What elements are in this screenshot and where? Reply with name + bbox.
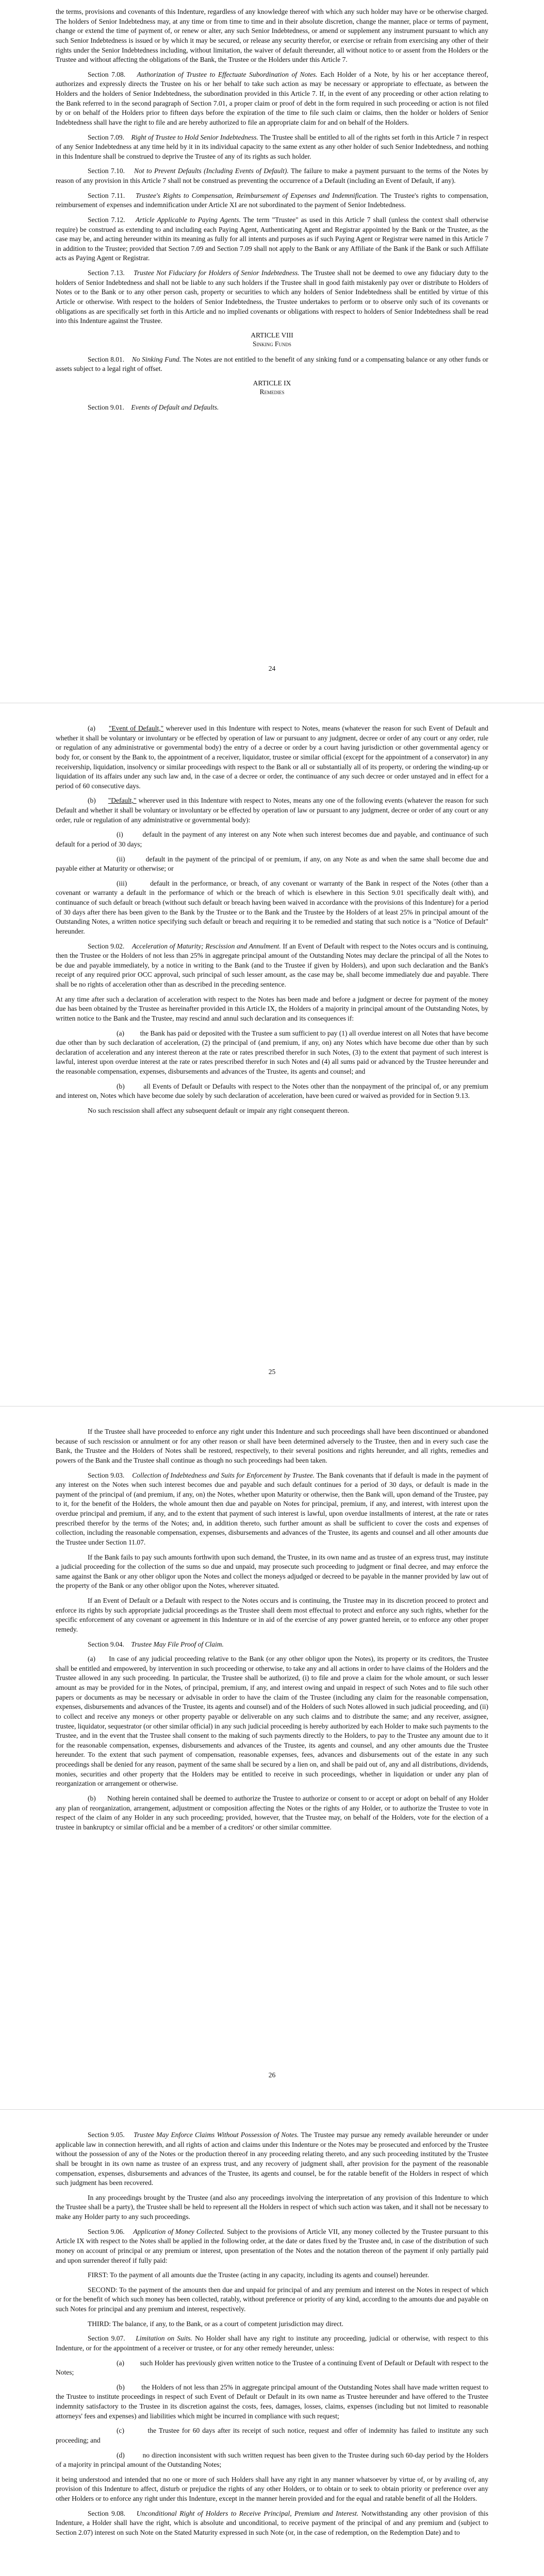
section-paragraph — [56, 191, 488, 210]
paragraph-text: it being understood and intended that no one or more of such Holders shall have any right in any manner whatsoever by virtue of, or by availing of, any provision of this Indenture to affect, disturb or prejudice the rights of any other Holders, or to obtain or to seek to obtain priority or preference over any other Holders or to enforce any right under this Indenture, except in the manner herein provided and for the equal and ratable benefit of all the Holders. — [56, 2475, 488, 2502]
clause-number: (b) — [88, 1794, 96, 1802]
section-number: Section 7.11. — [88, 191, 125, 199]
paragraph-text: In any proceedings brought by the Trustee (and also any proceedings involving the interpretation of any provision of this Indenture to which the Trustee shall be a party), the Trustee shall be held to represent all the Holders in respect of which such action was taken, and it shall not be necessary to make any Holder party to any such proceedings. — [56, 2193, 488, 2221]
subclause-number: (a) — [117, 1029, 124, 1037]
section-paragraph — [56, 403, 488, 413]
section-title: Trustee Not Fiduciary for Holders of Senior Indebtedness. — [134, 269, 300, 277]
subclause-paragraph — [56, 1082, 488, 1101]
section-title: Article Applicable to Paying Agents. — [135, 215, 241, 224]
clause-paragraph — [56, 1654, 488, 1789]
paragraph-text: No such rescission shall affect any subsequent default or impair any right consequent thereon. — [88, 1106, 350, 1114]
section-paragraph — [56, 2285, 488, 2314]
section-number: Section 9.05. — [88, 2131, 125, 2139]
section-number: Section 9.07. — [88, 2334, 125, 2343]
section-title: No Sinking Fund. — [131, 355, 182, 363]
section-paragraph — [56, 268, 488, 326]
section-paragraph — [56, 1596, 488, 1635]
paragraph-text: No Holder shall have any right to institute any proceeding, judicial or otherwise, with respect to this Indenture, or for the appointment of a receiver or trustee, or for any other remedy hereunder, unless: — [56, 2334, 488, 2352]
paragraph-text: The term "Trustee" as used in this Article 7 shall (unless the context shall otherwise require) be construed as extending to and including each Paying Agent, Authenticating Agent and Registrar appointed by the Bank or the Trustee, as the case may be, and acting hereunder within its meaning as fully for all intents and purposes as if such Paying Agent or Registrar were named in this Article 7 in addition to the Trustee; provided that Section 7.09 and Section 7.09 shall not apply to the Bank or any Affiliate of the Bank if the Bank or such Affiliate acts as Paying Agent or Registrar. — [56, 215, 488, 262]
clause-number: (a) — [88, 724, 95, 732]
article-title: ARTICLE VIII — [251, 331, 293, 339]
paragraph-text: If an Event of Default or a Default with respect to the Notes occurs and is continuing, the Trustee may in its discretion proceed to protect and enforce its rights by such appropriate judicial proceedings as the Trustee shall deem most effectual to protect and enforce any such rights, whether for the specific enforcement of any covenant or agreement in this Indenture or in aid of the exercise of any power granted herein, or to enforce any other proper remedy. — [56, 1597, 488, 1633]
section-paragraph — [56, 133, 488, 162]
paragraph-text: THIRD: The balance, if any, to the Bank, or as a court of competent jurisdiction may direct. — [88, 2319, 343, 2328]
paragraph-text: no direction inconsistent with such written request has been given to the Trustee during such 60-day period by the Holders of a majority in principal amount of the Outstanding Notes; — [56, 2451, 489, 2469]
paragraph-text: FIRST: To the payment of all amounts due the Trustee (acting in any capacity, including its agents and counsel) hereunder. — [88, 2271, 429, 2279]
section-number: Section 9.06. — [88, 2227, 125, 2235]
paragraph-text: default in the payment of the principal of or premium, if any, on any Note as and when the same shall become due and payable either at Maturity or otherwise; or — [56, 855, 488, 873]
paragraph — [56, 7, 488, 65]
paragraph-text: The failure to make a payment pursuant to the terms of the Notes by reason of any provision in this Article 7 shall not be construed as preventing the occurrence of a Default (including an Event of Default, if any). — [56, 167, 489, 184]
section-number: Section 9.03. — [88, 1471, 125, 1479]
subclause-number: (a) — [117, 2359, 124, 2367]
section-paragraph — [56, 2227, 488, 2266]
section-paragraph — [56, 166, 488, 185]
subclause-paragraph — [56, 2451, 488, 2470]
paragraph-text: The Trustee shall be entitled to all of the rights set forth in this Article 7 in respect of any Senior Indebtedness at any time held by it in its individual capacity to the same extent as any other holder of such Senior Indebtedness, and nothing in this Indenture shall be construed to deprive the Trustee of any of its rights as such holder. — [56, 133, 489, 160]
section-paragraph — [56, 70, 488, 128]
section-paragraph — [56, 1471, 488, 1548]
section-title: Trustee May File Proof of Claim. — [131, 1640, 224, 1648]
document-page — [0, 0, 544, 703]
section-number: Section 9.01. — [88, 403, 124, 411]
paragraph-text: At any time after such a declaration of acceleration with respect to the Notes has been made and before a judgment or decree for payment of the money due has been obtained by the Trustee as hereinafter provided in this Article IX, the Holders of a majority in principal amount of the Outstanding Notes, by written notice to the Bank and the Trustee, may rescind and annul such declaration and its consequences if: — [56, 995, 488, 1022]
section-paragraph — [56, 1640, 488, 1650]
paragraph-text: wherever used in this Indenture with respect to Notes, means any one of the following events (whatever the reason for such Default and whether it shall be voluntary or involuntary or be effected by operation of law or pursuant to any judgment, decree or order of any court or any order, rule or regulation of any administrative or governmental body): — [56, 796, 489, 824]
paragraph-text: such Holder has previously given written notice to the Trustee of a continuing Event of Default or Default with respect to the Notes; — [56, 2359, 489, 2377]
subclause-paragraph — [56, 2359, 488, 2378]
section-number: Section 9.04. — [88, 1640, 124, 1648]
subclause-number: (i) — [117, 831, 123, 839]
section-number: Section 8.01. — [88, 355, 125, 363]
section-paragraph — [56, 1106, 488, 1116]
page-body — [56, 724, 488, 1121]
section-number: Section 9.02. — [88, 942, 125, 950]
section-number: Section 7.08. — [88, 70, 126, 78]
paragraph-text: default in the payment of any interest on any Note when such interest becomes due and payable, and continuance of such default for a period of 30 days; — [56, 831, 488, 848]
section-paragraph — [56, 2334, 488, 2353]
clause-paragraph — [56, 1794, 488, 1833]
paragraph-text: If an Event of Default with respect to the Notes occurs and is continuing, then the Trustee or the Holders of not less than 25% in aggregate principal amount of the Outstanding Notes may declare the principal of all the Notes to be due and payable immediately, by a notice in writing to the Bank (and to the Trustee if given by Holders), and upon such declaration and the Bank's receipt of any required prior OCC approval, such principal of such lesser amount, as the case may be, shall become immediately due and payable. There shall be no rights of acceleration other than as described in the preceding sentence. — [56, 942, 489, 988]
paragraph — [56, 995, 488, 1024]
section-title: Unconditional Right of Holders to Receive Principal, Premium and Interest. — [136, 2509, 359, 2517]
section-paragraph — [56, 215, 488, 263]
paragraph-text: If the Bank fails to pay such amounts forthwith upon such demand, the Trustee, in its own name and as trustee of an express trust, may institute a judicial proceeding for the collection of the sums so due and unpaid, may prosecute such proceeding to judgment or final decree, and may enforce the same against the Bank or any other obligor upon the Notes and collect the moneys adjudged or decreed to be payable in the manner provided by law out of the property of the Bank or any other obligor upon the Notes, wherever situated. — [56, 1553, 488, 1590]
paragraph-text: Notwithstanding any other provision of this Indenture, a Holder shall have the right, which is absolute and unconditional, to receive payment of the principal of and any premium and (subject to Section 2.07) interest on such Note on the Stated Maturity expressed in such Note (or, in the case of redemption, on the Redemption Date) and to — [56, 2509, 489, 2536]
section-paragraph — [56, 2193, 488, 2222]
paragraph-text: default in the performance, or breach, of any covenant or warranty of the Bank in respect of the Notes (other than a covenant or warranty a default in the performance of which or the breach of which is elsewhere in this Section 9.01 specifically dealt with), and continuance of such default or breach (without such default or breach having been waived in accordance with the provisions of this Indenture) for a period of 30 days after there has been given to the Bank by the Trustee or to the Bank and the Trustee by the Holders of at least 25% in principal amount of the Outstanding Notes, a written notice specifying such default or breach and requiring it to be remedied and stating that such notice is a "Notice of Default" hereunder. — [56, 879, 489, 935]
paragraph-text: the Bank has paid or deposited with the Trustee a sum sufficient to pay (1) all overdue interest on all Notes that have become due other than by such declaration of acceleration, (2) the principal of (and premium, if any, on) any Notes which have become due other than by such declaration of acceleration and any interest thereon at the rate or rates prescribed therefor in such Notes, (3) to the extent that payment of such interest is lawful, interest upon overdue interest at the rate or rates prescribed therefor in such Notes and (4) all sums paid or advanced by the Trustee hereunder and the reasonable compensation, expenses, disbursements and advances of the Trustee, its agents and counsel; and — [56, 1029, 489, 1075]
document-page — [0, 1406, 544, 2109]
paragraph-text: In case of any judicial proceeding relative to the Bank (or any other obligor upon the Notes), its property or its creditors, the Trustee shall be entitled and empowered, by intervention in such proceeding or otherwise, to take any and all actions in order to have claims of the Holders and the Trustee allowed in any such proceeding. In particular, the Trustee shall be authorized, (i) to file and prove a claim for the whole amount, or such lesser amount as may be provided for in the Notes, of principal, premium, if any, and interest owing and unpaid in respect of such Notes and to file such other papers or documents as may be necessary or advisable in order to have the claim of the Trustee (including any claim for the reasonable compensation, expenses, disbursements and advances of the Trustee, its agents and counsel) and of the Holders of such Notes allowed in such judicial proceeding, and (ii) to collect and receive any moneys or other property payable or deliverable on any such claims and to distribute the same; and any receiver, assignee, trustee, liquidator, sequestrator (or other similar official) in any such judicial proceeding is hereby authorized by each Holder to make such payments to the Trustee, and in the event that the Trustee shall consent to the making of such payments directly to the Holders, to pay to the Trustee any amount due to it for the reasonable compensation, expenses, disbursements and advances of the Trustee, its agents and counsel, and any other amounts due the Trustee hereunder. To the extent that such payment of compensation, reasonable expenses, fees, advances and disbursements out of the estate in any such proceedings shall be denied for any reason, payment of the same shall be secured by a lien on, and shall be paid out of, any and all distributions, dividends, monies, securities and other property that the Holders may be entitled to receive in such proceedings, whether in liquidation or under any plan of reorganization or arrangement or otherwise. — [56, 1655, 489, 1788]
section-title: Trustee's Rights to Compensation, Reimbursement of Expenses and Indemnification. — [136, 191, 378, 199]
section-title: Not to Prevent Defaults (Including Events of Default). — [134, 167, 289, 175]
paragraph-text: the Holders of not less than 25% in aggregate principal amount of the Outstanding Notes shall have made written request to the Trustee to institute proceedings in respect of such Event of Default or Default in its own name as Trustee hereunder and have offered to the Trustee indemnity satisfactory to the Trustee in its discretion against the costs, fees, damages, losses, claims, expenses (including but not limited to reasonable attorneys' fees and expenses) and liabilities which might be incurred in compliance with such request; — [56, 2383, 488, 2420]
paragraph-text: Each Holder of a Note, by his or her acceptance thereof, authorizes and expressly directs the Trustee on his or her behalf to take such action as may be necessary or appropriate to effectuate, as between the Holders and the holders of Senior Indebtedness, the subordination provided in this Article 7. If, in the event of any proceeding or other action relating to the Bank referred to in the second paragraph of Section 7.01, a proper claim or proof of debt in the form required in such proceeding or action is not filed by or on behalf of the Holders prior to fifteen days before the expiration of the time to file such claim or claims, then the holder or holders of Senior Indebtedness shall have the right to file and are hereby authorized to file an appropriate claim for and on behalf of the Holders. — [56, 70, 489, 126]
paragraph-text: all Events of Default or Defaults with respect to the Notes other than the nonpayment of the principal of, or any premium and interest on, Notes which have become due solely by such declaration of acceleration, have been cured or waived as provided for in Section 9.13. — [56, 1082, 488, 1100]
section-title: Events of Default and Defaults. — [131, 403, 219, 411]
subclause-number: (c) — [117, 2427, 124, 2435]
article-title: ARTICLE IX — [253, 379, 291, 387]
section-title: Application of Money Collected. — [133, 2227, 225, 2235]
page-number: 25 — [268, 1368, 276, 1376]
subclause-paragraph — [56, 830, 488, 849]
section-title: Acceleration of Maturity; Rescission and Annulment. — [132, 942, 281, 950]
paragraph-text: The Notes are not entitled to the benefit of any sinking fund or a compensating balance or any other funds or assets subject to a legal right of offset. — [56, 355, 488, 373]
subclause-paragraph — [56, 879, 488, 937]
paragraph-text: The Bank covenants that if default is made in the payment of any interest on the Notes when such interest becomes due and payable and such default continues for a period of 30 days, or default is made in the payment of the principal of (and premium, if any, on) the Notes, whether upon Maturity or otherwise, then the Bank will, upon demand of the Trustee, pay to it, for the benefit of the Holders, the whole amount then due and payable on Notes for principal, premium, if any, and interest, with interest upon the overdue principal and premium, if any, and to the extent that payment of such interest is lawful, upon overdue installments of interest, at the rate or rates prescribed therefor by the terms of the Notes; and, in addition thereto, such further amount as shall be sufficient to cover the costs and expenses of collection, including the reasonable compensation, expenses, disbursements and advances of the Trustee, its agents and counsel and all other amounts due the Trustee under Section 11.07. — [56, 1471, 488, 1546]
page-number: 24 — [268, 665, 276, 673]
clause-paragraph — [56, 724, 488, 791]
section-paragraph — [56, 355, 488, 374]
paragraph-text: The Trustee shall not be deemed to owe any fiduciary duty to the holders of Senior Indebtedness and shall not be liable to any such holders if the Trustee shall in good faith mistakenly pay over or distribute to Holders of Notes or to the Bank or to any other person cash, property or securities to which any holders of Senior Indebtedness shall be entitled by virtue of this Article or otherwise. With respect to the holders of Senior Indebtedness, the Trustee undertakes to perform or to observe only such of its covenants or obligations as are specifically set forth in this Article and no implied covenants or obligations with respect to holders of Senior Indebtedness shall be read into this Indenture against the Trustee. — [56, 269, 488, 325]
section-paragraph — [56, 1553, 488, 1591]
subclause-paragraph — [56, 2383, 488, 2421]
article-subtitle: Remedies — [259, 387, 285, 396]
subclause-paragraph — [56, 2426, 488, 2445]
section-title: Trustee May Enforce Claims Without Possession of Notes. — [134, 2131, 299, 2139]
subclause-paragraph — [56, 855, 488, 874]
clause-number: (b) — [88, 796, 96, 805]
section-number: Section 7.09. — [88, 133, 124, 141]
document-page — [0, 2110, 544, 2576]
clause-paragraph — [56, 796, 488, 825]
article-heading — [56, 379, 488, 397]
section-number: Section 9.08. — [88, 2509, 125, 2517]
subclause-number: (b) — [117, 2383, 125, 2391]
paragraph-text: SECOND: To the payment of the amounts then due and unpaid for principal of and any premium and interest on the Notes in respect of which or for the benefit of which such money has been collected, ratably, without preference or priority of any kind, according to the amounts due and payable on such Notes for principal and any premium and interest, respectively. — [56, 2285, 488, 2313]
defined-term: "Default," — [108, 796, 137, 805]
section-number: Section 7.13. — [88, 269, 125, 277]
document-page — [0, 703, 544, 1406]
paragraph-text: Nothing herein contained shall be deemed to authorize the Trustee to authorize or consent to or accept or adopt on behalf of any Holder any plan of reorganization, arrangement, adjustment or composition affecting the Notes or the rights of any Holder, or to authorize the Trustee to vote in respect of the claim of any Holder in any such proceeding; provided, however, that the Trustee may, on behalf of the Holders, vote for the election of a trustee in bankruptcy or similar official and be a member of a creditors' or other similar committee. — [56, 1794, 489, 1831]
page-body — [56, 2130, 488, 2543]
section-title: Limitation on Suits. — [136, 2334, 192, 2343]
paragraph-text: the terms, provisions and covenants of this Indenture, regardless of any knowledge thereof with which any such holder may have or be otherwise charged. The holders of Senior Indebtedness may, at any time or from time to time and in their absolute discretion, change the manner, place or terms of payment, change or extend the time of payment of, or renew or alter, any such Senior Indebtedness, or amend or supplement any instrument pursuant to which any such Senior Indebtedness is issued or by which it may be secured, or release any security therefor, or exercise or refrain from exercising any other of their rights under the Senior Indebtedness including, without limitation, the waiver of default thereunder, all without notice to or assent from the Holders or the Trustee and without affecting the obligations of the Bank, the Trustee or the Holders under this Article 7. — [56, 8, 488, 64]
paragraph-text: Subject to the provisions of Article VII, any money collected by the Trustee pursuant to this Article IX with respect to the Notes shall be applied in the following order, at the date or dates fixed by the Trustee and, in case of the distribution of such money on account of principal or any premium or interest, upon presentation of the Notes and the notation thereon of the payment if only partially paid and upon surrender thereof if fully paid: — [56, 2227, 488, 2264]
section-number: Section 7.10. — [88, 167, 125, 175]
subclause-number: (iii) — [117, 879, 127, 887]
section-title: Authorization of Trustee to Effectuate Subordination of Notes. — [137, 70, 318, 78]
paragraph-text: The Trustee may pursue any remedy available hereunder or under applicable law in connection herewith, and all rights of action and claims under this Indenture or the Notes may be prosecuted and enforced by the Trustee without the possession of any of the Notes or the production thereof in any proceeding relating thereto, and any such proceeding instituted by the Trustee shall be brought in its own name as trustee of an express trust, and any recovery of judgment shall, after provision for the payment of the reasonable compensation, expenses, disbursements and advances of the Trustee, its agents and counsel, be for the ratable benefit of the Holders in respect of which such judgment has been recovered. — [56, 2131, 488, 2187]
paragraph-text: If the Trustee shall have proceeded to enforce any right under this Indenture and such proceedings shall have been discontinued or abandoned because of such rescission or annulment or for any other reason or shall have been determined adversely to the Trustee, then and in every such case the Bank, the Trustee and the Holders of Notes shall be restored, respectively, to their several positions and rights hereunder, and all rights, remedies and powers of the Bank and the Trustee shall continue as though no such proceedings had been taken. — [56, 1428, 488, 1464]
section-title: Collection of Indebtedness and Suits for Enforcement by Trustee. — [132, 1471, 315, 1479]
paragraph-text: the Trustee for 60 days after its receipt of such notice, request and offer of indemnity has failed to institute any such proceeding; and — [56, 2427, 489, 2444]
section-paragraph — [56, 942, 488, 990]
page-number: 26 — [268, 2071, 276, 2079]
subclause-number: (d) — [117, 2451, 125, 2459]
section-title: Right of Trustee to Hold Senior Indebtedness. — [131, 133, 258, 141]
paragraph-text: wherever used in this Indenture with respect to Notes, means (whatever the reason for such Event of Default and whether it shall be voluntary or involuntary or be effected by operation of law or pursuant to any judgment, decree or order of any court or any order, rule or regulation of any administrative or governmental body) the entry of a decree or order by a court having jurisdiction or other governmental agency or body for, or consent by the Bank to, the appointment of a receiver, liquidator, trustee or similar official (except for the appointment of a conservator) in any receivership, liquidation, insolvency or similar proceedings with respect to the Bank or all or substantially all of its property, or ordering the winding-up or liquidation of its affairs under any such law and, in the case of a decree or order, the continuance of any such decree or order unstayed and in effect for a period of 60 consecutive days. — [56, 724, 488, 790]
section-paragraph — [56, 2130, 488, 2188]
subclause-number: (b) — [117, 1082, 125, 1090]
subclause-paragraph — [56, 1029, 488, 1077]
section-paragraph — [56, 2319, 488, 2329]
article-heading — [56, 331, 488, 349]
subclause-number: (ii) — [117, 855, 125, 863]
section-number: Section 7.12. — [88, 215, 125, 224]
section-paragraph — [56, 2509, 488, 2538]
paragraph-text: The Trustee's rights to compensation, reimbursement of expenses and indemnification under Article XI are not subordinated to the payment of Senior Indebtedness. — [56, 191, 489, 209]
paragraph — [56, 2475, 488, 2504]
page-body — [56, 7, 488, 417]
defined-term: "Event of Default," — [108, 724, 164, 732]
section-paragraph — [56, 1427, 488, 1466]
section-paragraph — [56, 2270, 488, 2280]
page-body — [56, 1427, 488, 1837]
clause-number: (a) — [88, 1655, 95, 1663]
article-subtitle: Sinking Funds — [253, 340, 291, 348]
